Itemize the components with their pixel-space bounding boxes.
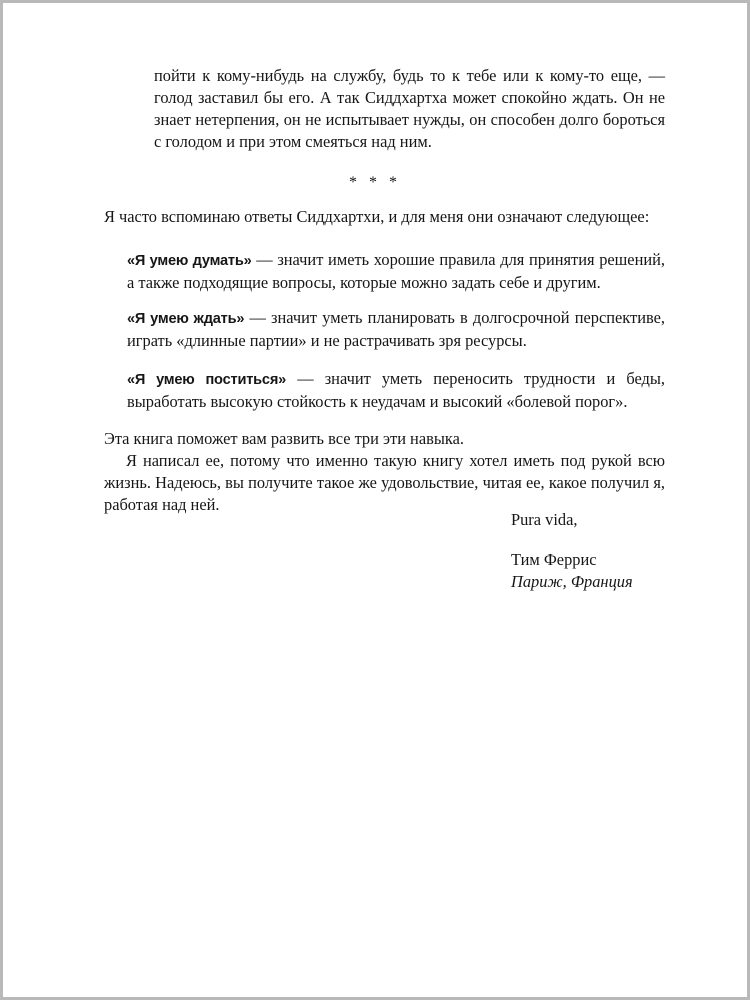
quote-text: пойти к кому-нибудь на службу, будь то к тебе или к кому-то еще, — голод заставил бы его. А так Сиддхартха может спокойно ждать. Он не знает нетерпения, он не испытывает нужды, он способен долго бороться с голодом и при этом смеяться над ним. [154,66,665,151]
intro-text: Я часто вспоминаю ответы Сиддхартхи, и для меня они означают следующее: [104,207,650,226]
skill-description: — значит уметь планировать в долгосрочной перспективе, играть «длинные партии» и не растрачивать зря ресурсы. [127,308,665,350]
skill-description: — значит уметь переносить трудности и беды, выработать высокую стойкость к неудачам и высокий «болевой порог». [127,369,665,411]
section-separator: * * * [349,174,401,191]
signature-author: Тим Феррис [511,550,597,569]
skill-item-wait [127,307,665,352]
skill-keyword: «Я умею думать» [127,253,252,269]
quote-paragraph [154,65,665,153]
skill-item-think [127,249,665,294]
signature-block [511,509,633,593]
closing-paragraph-1: Эта книга поможет вам развить все три эти навыка. [104,429,464,448]
skill-keyword: «Я умею поститься» [127,372,287,388]
book-page [3,3,747,997]
signature-place: Париж, Франция [511,572,633,591]
skill-description: — значит иметь хорошие правила для принятия решений, а также подходящие вопросы, которые можно задать себе и другим. [127,250,665,292]
signature-salutation: Pura vida, [511,510,578,529]
skill-item-fast [127,368,665,413]
intro-paragraph [104,206,665,228]
closing-paragraph-2: Я написал ее, потому что именно такую книгу хотел иметь под рукой всю жизнь. Надеюсь, вы получите такое же удовольствие, читая ее, какое получил я, работая над ней. [104,451,665,514]
closing-paragraphs [104,428,665,516]
skill-keyword: «Я умею ждать» [127,311,245,327]
